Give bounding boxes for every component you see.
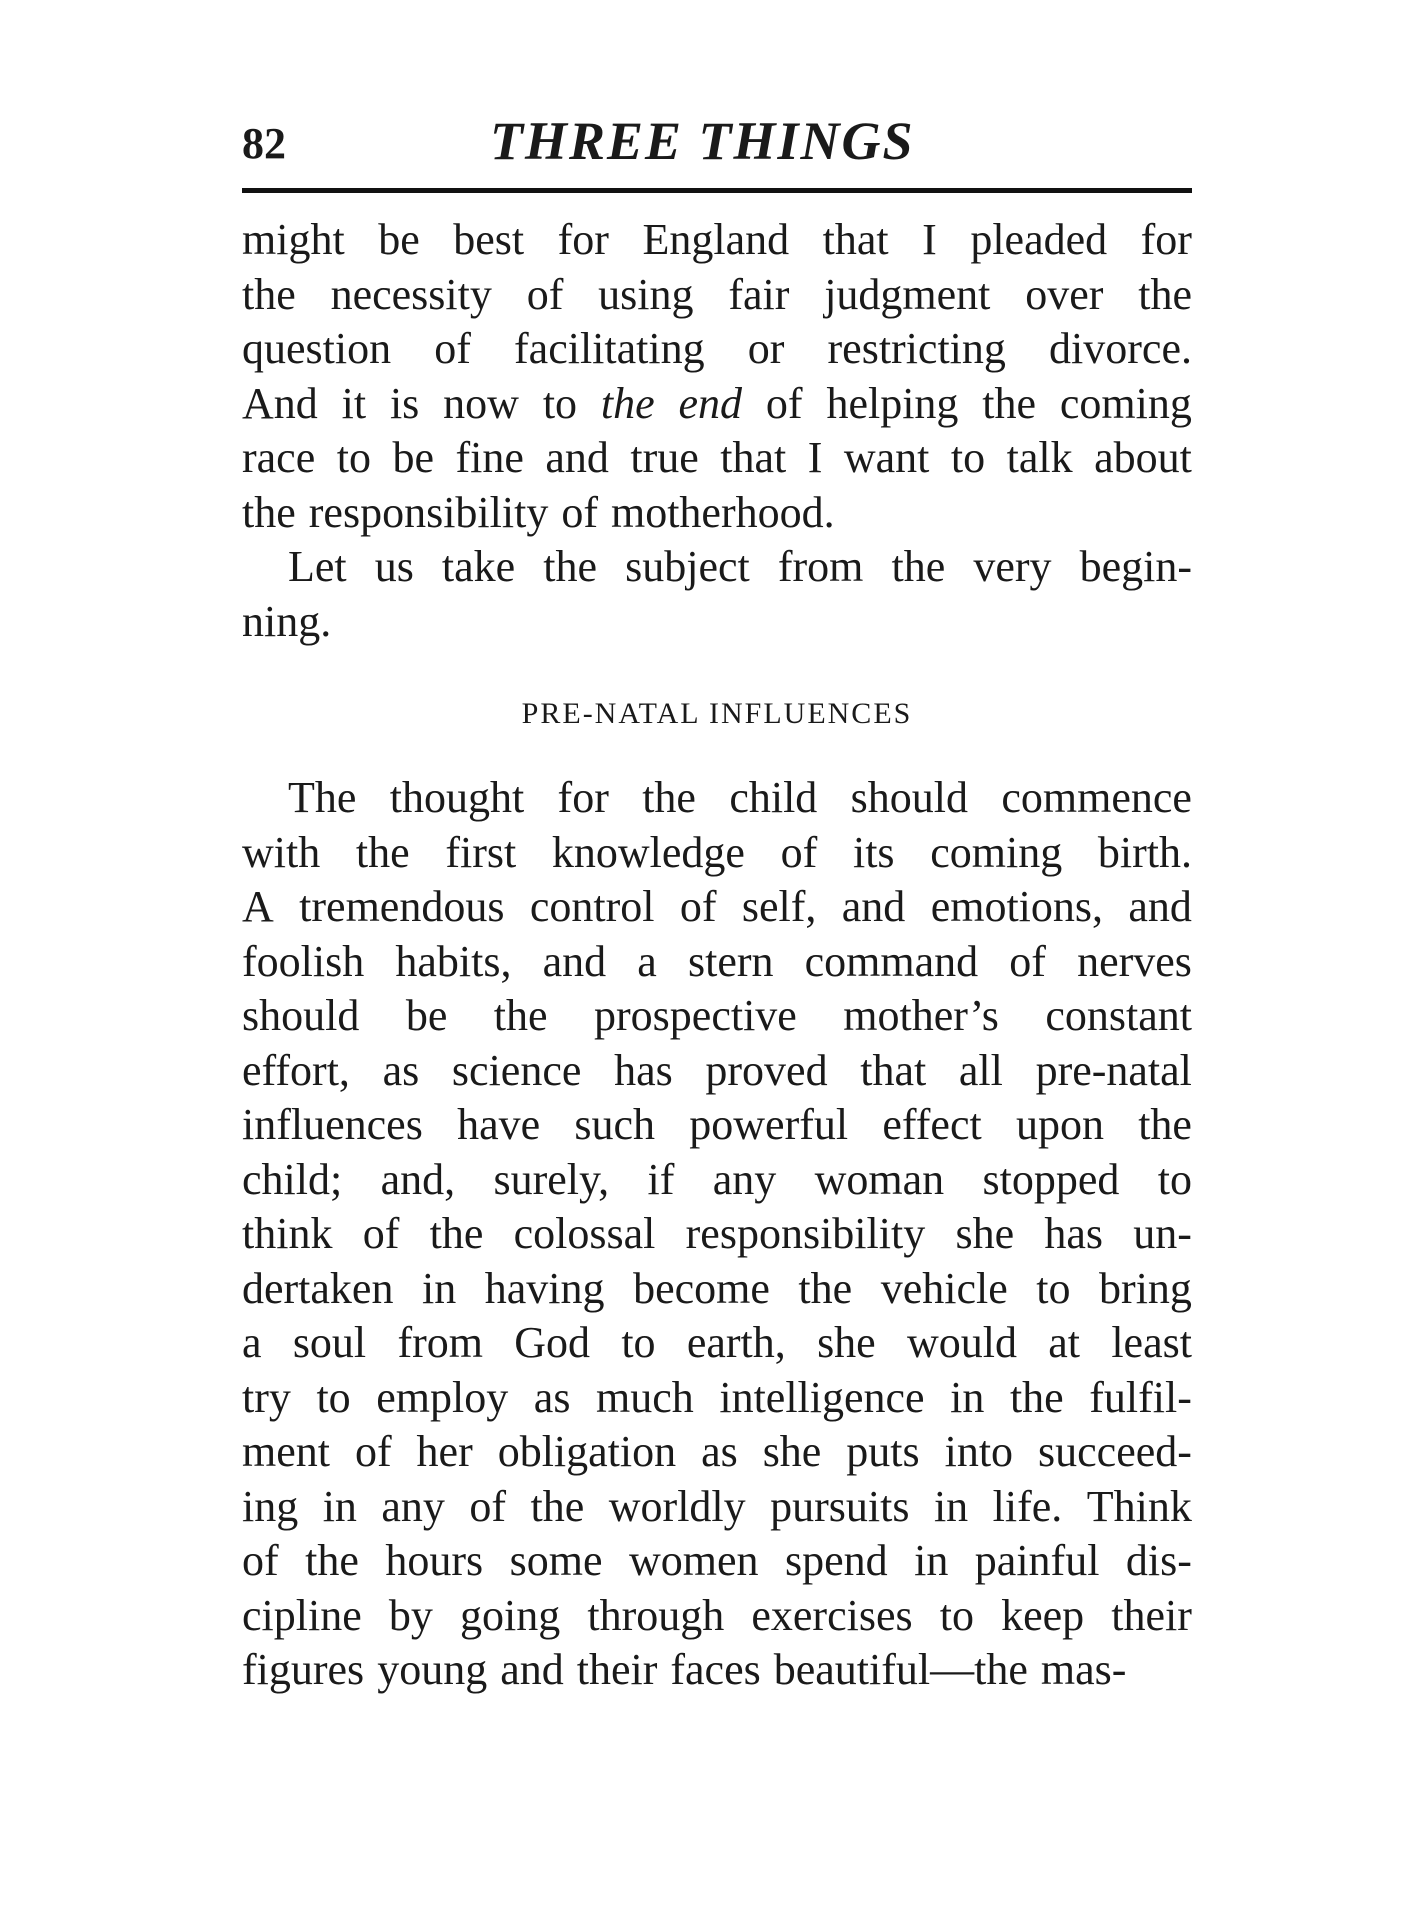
book-page [242,110,1192,1698]
text-line: question of facilitating or restricting divorce. [242,324,1192,373]
running-title: THREE THINGS [490,111,915,171]
text-line: child; and, surely, if any woman stopped to [242,1154,1192,1204]
text-line: influences have such powerful effect upon the [242,1100,1192,1149]
paragraph-1 [242,213,1192,540]
header-rule [242,188,1192,193]
text-line: might be best for England that I pleaded for [242,215,1192,264]
section-heading: PRE-NATAL INFLUENCES [521,697,913,730]
text-line: ment of her obligation as she puts into succeed- [242,1427,1192,1476]
text-line: the responsibility of motherhood. [242,487,835,537]
text-line: should be the prospective mother’s constant [242,991,1192,1040]
text-line: Let us take the subject from the very begin- [288,542,1192,591]
running-head [242,110,1192,180]
text-line: A tremendous control of self, and emotions, and [242,882,1192,931]
text-line: foolish habits, and a stern command of nerves [242,936,1192,986]
text-line: ning. [242,596,332,646]
text-line: try to employ as much intelligence in the fulfil- [242,1372,1192,1422]
text-line: The thought for the child should commence [288,773,1192,822]
text-line: cipline by going through exercises to keep their [242,1590,1192,1640]
text-line: effort, as science has proved that all pre-natal [242,1045,1192,1095]
text-line: the necessity of using fair judgment over the [242,269,1192,319]
page-number: 82 [242,119,286,168]
text-line: ing in any of the worldly pursuits in life. Think [242,1481,1192,1531]
text-line: think of the colossal responsibility she has un- [242,1209,1192,1258]
text-line: with the first knowledge of its coming birth. [242,827,1192,877]
text-line: of the hours some women spend in painful dis- [242,1536,1192,1585]
paragraph-3 [242,771,1192,1698]
text-line: a soul from God to earth, she would at least [242,1318,1192,1367]
body-text [242,213,1192,1698]
text-line: dertaken in having become the vehicle to bring [242,1263,1192,1313]
text-line: figures young and their faces beautiful—the mas- [242,1645,1127,1694]
paragraph-2 [242,540,1192,649]
text-line: And it is now to the end of helping the coming [242,378,1192,428]
text-line: race to be fine and true that I want to talk about [242,433,1192,482]
